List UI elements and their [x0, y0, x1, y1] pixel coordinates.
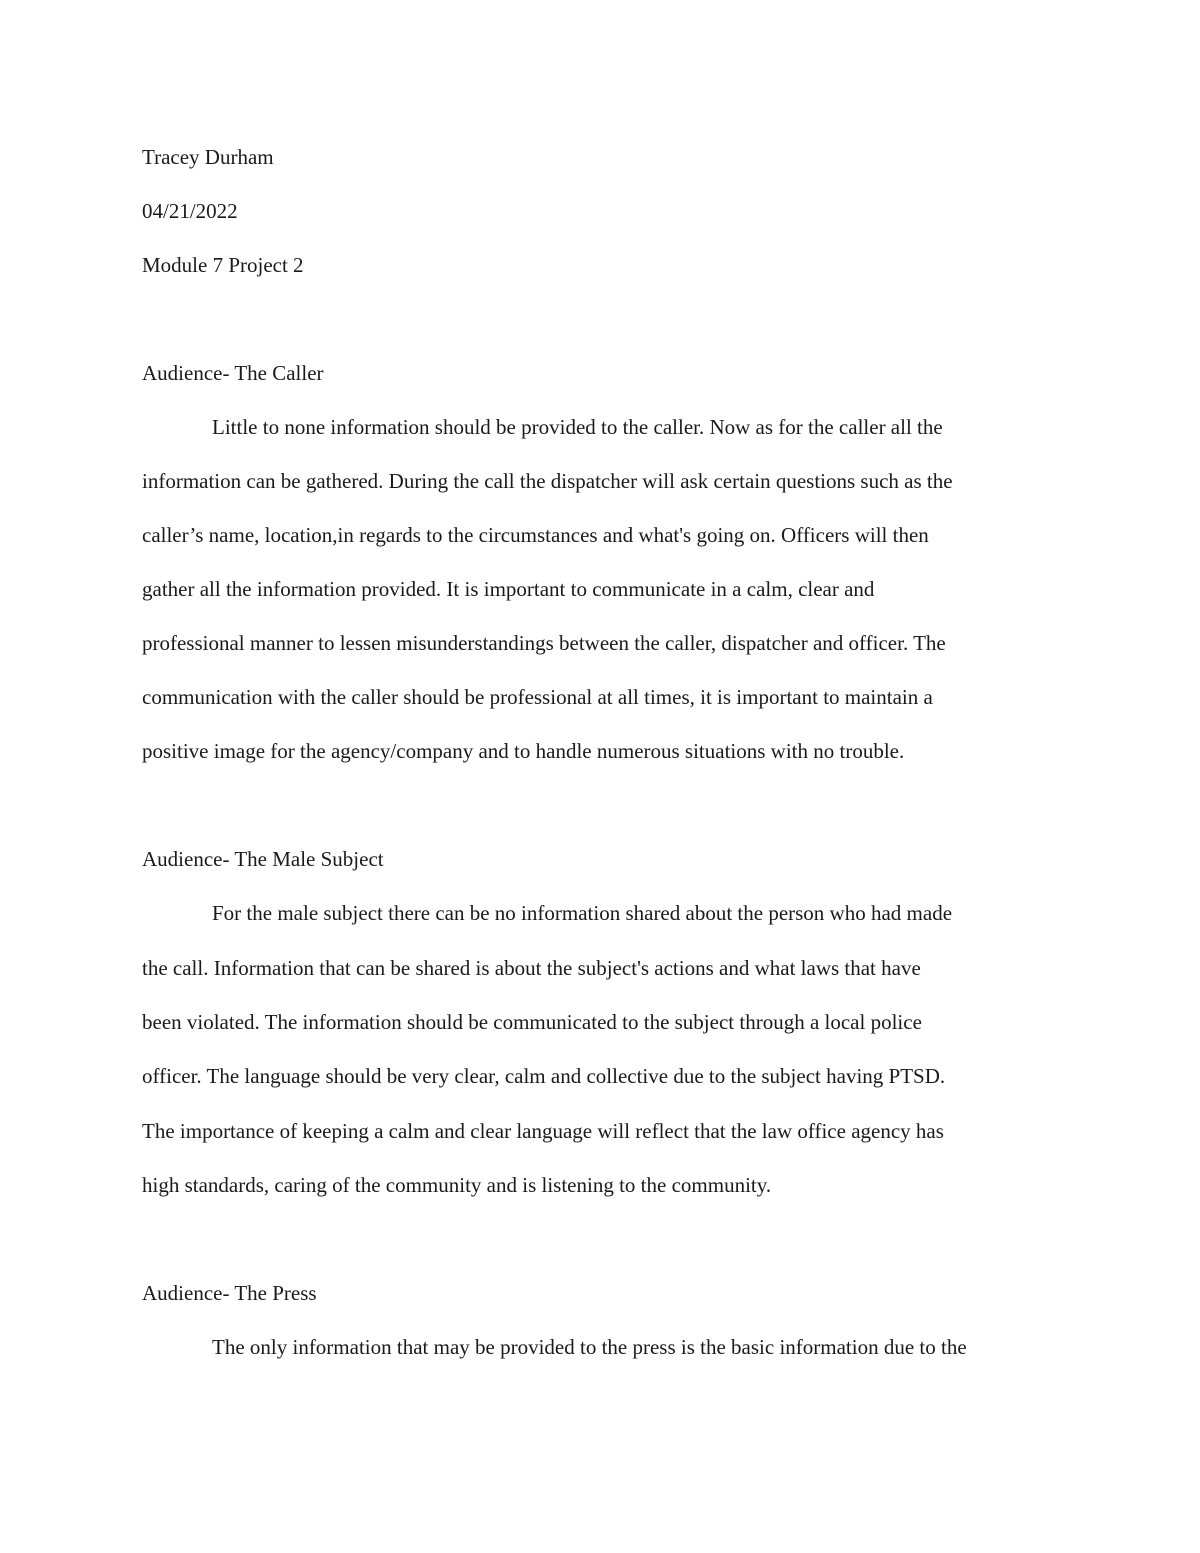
paragraph-line: For the male subject there can be no information shared about the person who had made	[212, 901, 953, 925]
paragraph-line: positive image for the agency/company and to handle numerous situations with no trouble.	[142, 739, 905, 763]
section-heading-caller: Audience- The Caller	[142, 361, 324, 385]
paragraph-line: officer. The language should be very clear, calm and collective due to the subject having PTSD.	[142, 1064, 946, 1088]
paragraph-line: information can be gathered. During the call the dispatcher will ask certain questions such as the	[142, 469, 953, 493]
paragraph-line: Little to none information should be provided to the caller. Now as for the caller all the	[212, 415, 943, 439]
paragraph-line: caller’s name, location,in regards to the circumstances and what's going on. Officers will then	[142, 523, 929, 547]
assignment-title: Module 7 Project 2	[142, 253, 304, 277]
paragraph-line: The only information that may be provided to the press is the basic information due to the	[212, 1335, 967, 1359]
section-heading-press: Audience- The Press	[142, 1281, 317, 1305]
author-name: Tracey Durham	[142, 145, 274, 169]
section-heading-male-subject: Audience- The Male Subject	[142, 847, 384, 871]
paragraph-line: communication with the caller should be professional at all times, it is important to maintain a	[142, 685, 933, 709]
paragraph-line: The importance of keeping a calm and clear language will reflect that the law office agency has	[142, 1119, 944, 1143]
paragraph-line: been violated. The information should be communicated to the subject through a local police	[142, 1010, 922, 1034]
paragraph-line: high standards, caring of the community and is listening to the community.	[142, 1173, 772, 1197]
document-date: 04/21/2022	[142, 199, 238, 223]
paragraph-line: professional manner to lessen misunderstandings between the caller, dispatcher and officer. The	[142, 631, 946, 655]
paragraph-line: the call. Information that can be shared is about the subject's actions and what laws that have	[142, 956, 921, 980]
paragraph-line: gather all the information provided. It is important to communicate in a calm, clear and	[142, 577, 875, 601]
